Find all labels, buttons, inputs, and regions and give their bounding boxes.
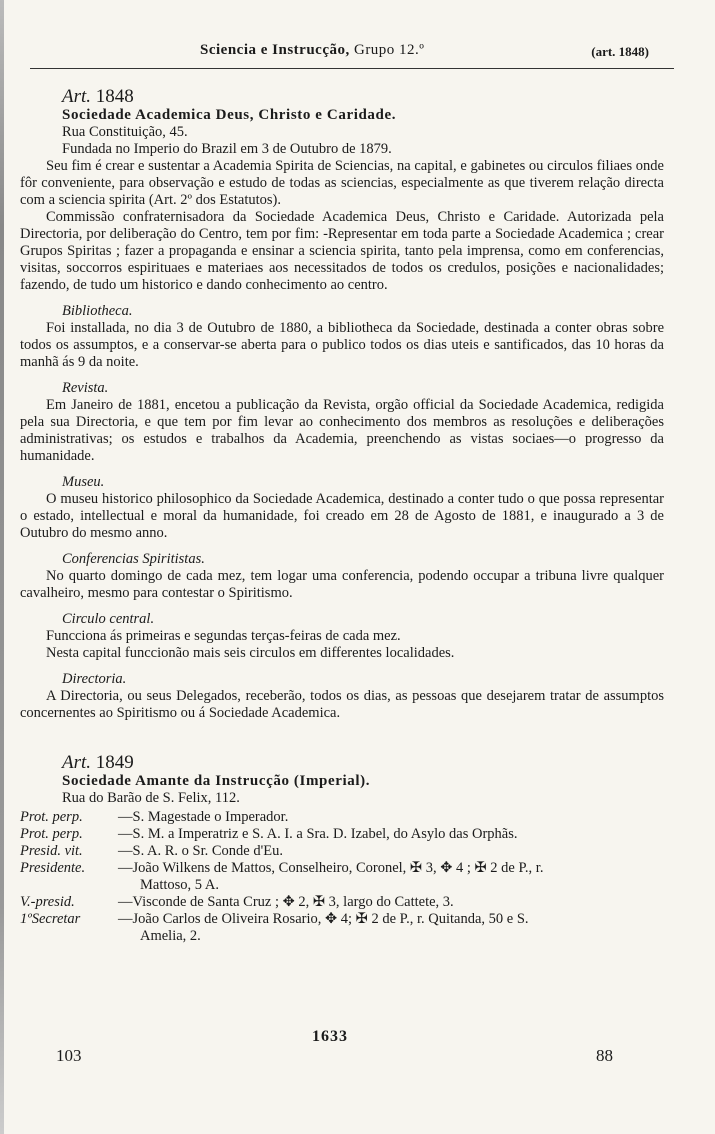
- officer-title: V.-presid.: [20, 894, 75, 910]
- officers-list: [20, 809, 664, 945]
- officer-row: [20, 911, 664, 928]
- officer-continuation: Amelia, 2.: [140, 928, 201, 944]
- officer-continuation: Mattoso, 5 A.: [140, 877, 219, 893]
- address-1849: Rua do Barão de S. Felix, 112.: [62, 790, 240, 806]
- section-museu: [20, 474, 664, 542]
- officer-name: —S. M. a Imperatriz e S. A. I. a Sra. D. Izabel, do Asylo das Orphãs.: [118, 826, 518, 842]
- society-title-1848: Sociedade Academica Deus, Christo e Caridade.: [62, 107, 397, 123]
- officer-name: —S. A. R. o Sr. Conde d'Eu.: [118, 843, 283, 859]
- officer-title: Presid. vit.: [20, 843, 83, 859]
- officer-name: —João Wilkens de Mattos, Conselheiro, Coronel, ✠ 3, ✥ 4 ; ✠ 2 de P., r.: [118, 860, 544, 876]
- officer-title: Prot. perp.: [20, 826, 83, 842]
- section-text: O museu historico philosophico da Sociedade Academica, destinado a conter tudo o que possa representar o estado, intellectual e moral da humanidade, foi creado em 28 de Agosto de 1881, e inaugurado a 3 de Outubro do mesmo anno.: [20, 491, 664, 541]
- running-header: [0, 42, 715, 64]
- officer-row: [20, 860, 664, 877]
- section-heading: Directoria.: [62, 671, 127, 687]
- section-heading: Circulo central.: [62, 611, 155, 627]
- paragraph-commission: Commissão confraternisadora da Sociedade Academica Deus, Christo e Caridade. Autorizada pela Directoria, por deliberação do Centro, tem por fim: -Representar em toda parte a Sociedade Academica ; crear Grupos Spiritas ; fazer a propaganda e ensinar a sciencia spirita, tanto pela imprensa, como em conferencias, visitas, soccorros espirituaes e materiaes aos necessitados de todos os credulos, posições e nacionalidades; fazendo, de tudo um historico e dando conhecimento ao centro.: [20, 209, 664, 293]
- section-text-2: Nesta capital funccionão mais seis circulos em differentes localidades.: [46, 645, 455, 661]
- section-conferencias: [20, 551, 664, 602]
- section-text: Em Janeiro de 1881, encetou a publicação da Revista, orgão official da Sociedade Academica, redigida pela sua Directoria, e que tem por fim levar ao conhecimento dos membros as resoluções e deliberações administrativas; os estudos e trabalhos da Academia, preenchendo as vistas sociaes—o progresso da humanidade.: [20, 397, 664, 464]
- page-edge: [0, 0, 4, 1134]
- footer-left-number: 103: [56, 1046, 82, 1065]
- section-text: Foi installada, no dia 3 de Outubro de 1880, a bibliotheca da Sociedade, destinada a conter obras sobre todos os assumptos, e a conservar-se aberta para o publico todos os dias uteis e santificados, das 10 horas da manhã ás 9 da noite.: [20, 320, 664, 370]
- footer-right-number: 88: [596, 1046, 613, 1065]
- section-heading: Conferencias Spiritistas.: [62, 551, 205, 567]
- officer-name: —João Carlos de Oliveira Rosario, ✥ 4; ✠ 2 de P., r. Quitanda, 50 e S.: [118, 911, 529, 927]
- page-content: [20, 86, 664, 945]
- officer-row: [20, 826, 664, 843]
- section-directoria: [20, 671, 664, 722]
- section-circulo: [20, 611, 664, 662]
- header-grupo: Grupo 12.º: [353, 42, 425, 58]
- section-bibliotheca: [20, 303, 664, 371]
- section-heading: Museu.: [62, 474, 105, 490]
- section-heading: Revista.: [62, 380, 109, 396]
- section-heading: Bibliotheca.: [62, 303, 133, 319]
- section-text: A Directoria, ou seus Delegados, receberão, todos os dias, as pessoas que desejarem tratar de assumptos concernentes ao Spiritismo ou á Sociedade Academica.: [20, 688, 664, 721]
- footer-page-number: 1633: [312, 1028, 348, 1045]
- society-title-1849: Sociedade Amante da Instrucção (Imperial).: [62, 773, 371, 789]
- header-rule: [30, 68, 674, 69]
- officer-name: —Visconde de Santa Cruz ; ✥ 2, ✠ 3, largo do Cattete, 3.: [118, 894, 454, 910]
- officer-row: [20, 894, 664, 911]
- header-ref: (art. 1848): [591, 44, 649, 59]
- officer-name: —S. Magestade o Imperador.: [118, 809, 289, 825]
- officer-title: Prot. perp.: [20, 809, 83, 825]
- paragraph-purpose: Seu fim é crear e sustentar a Academia Spirita de Sciencias, na capital, e gabinetes ou circulos filiaes onde fôr conveniente, para observação e estudo de todas as sciencias, especialmente as que tiverem relação directa com a sciencia spirita (Art. 2º dos Estatutos).: [20, 158, 664, 208]
- officer-row: [20, 843, 664, 860]
- founded-1848: Fundada no Imperio do Brazil em 3 de Outubro de 1879.: [62, 141, 392, 157]
- section-text: No quarto domingo de cada mez, tem logar uma conferencia, podendo occupar a tribuna livre qualquer cavalheiro, mesmo para contestar o Spiritismo.: [20, 568, 664, 601]
- header-title: [200, 42, 424, 59]
- officer-title: Presidente.: [20, 860, 86, 876]
- address-1848: Rua Constituição, 45.: [62, 124, 188, 140]
- header-section: Sciencia e Instrucção,: [200, 42, 350, 58]
- section-revista: [20, 380, 664, 465]
- officer-title: 1ºSecretar: [20, 911, 81, 927]
- section-text: Funcciona ás primeiras e segundas terças-feiras de cada mez.: [46, 628, 401, 644]
- article-heading-1848: Art. 1848: [62, 86, 134, 107]
- officer-row: [20, 809, 664, 826]
- article-heading-1849: Art. 1849: [62, 752, 134, 773]
